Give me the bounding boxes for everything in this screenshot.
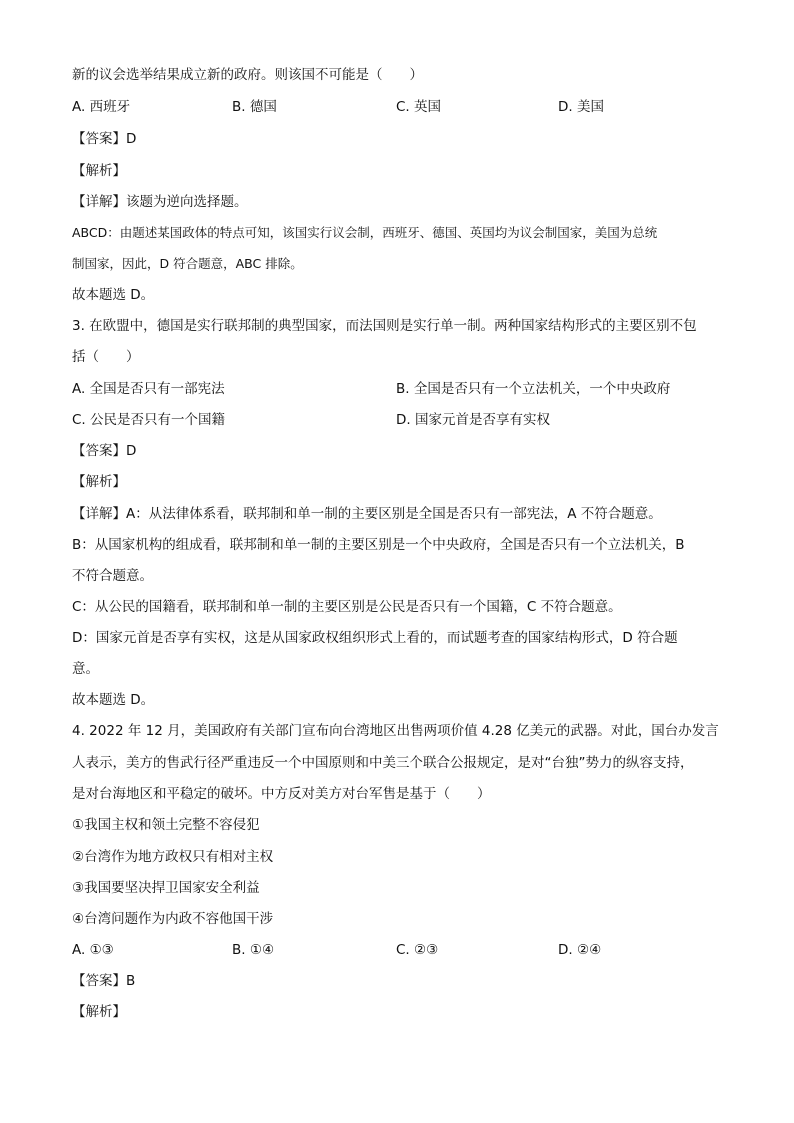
q4-item-2: ②台湾作为地方政权只有相对主权 — [72, 849, 274, 865]
q4-stem-1: 4. 2022 年 12 月，美国政府有关部门宣布向台湾地区出售两项价值 4.28 亿美元的武器。对此，国台办发言 — [72, 723, 719, 739]
q4-option-c[interactable]: C. ②③ — [396, 942, 439, 958]
q3-option-a[interactable]: A. 全国是否只有一部宪法 — [72, 381, 225, 397]
q3-answer: 【答案】D — [72, 443, 137, 459]
q3-detail-1: 【详解】A：从法律体系看，联邦制和单一制的主要区别是全国是否只有一部宪法，A 不符合题意。 — [72, 506, 662, 522]
q2-options — [72, 98, 732, 116]
q4-option-b[interactable]: B. ①④ — [232, 942, 275, 958]
q3-options-row-1 — [72, 380, 732, 398]
q4-stem-3: 是对台海地区和平稳定的破坏。中方反对美方对台军售是基于（ ） — [72, 786, 491, 802]
q3-stem-1: 3. 在欧盟中，德国是实行联邦制的典型国家，而法国则是实行单一制。两种国家结构形式的主要区别不包 — [72, 318, 697, 334]
q2-detail-1: 【详解】该题为逆向选择题。 — [72, 194, 248, 210]
q4-option-a[interactable]: A. ①③ — [72, 942, 114, 958]
q3-options-row-2 — [72, 411, 732, 429]
q4-answer: 【答案】B — [72, 973, 136, 989]
q2-option-a[interactable]: A. 西班牙 — [72, 99, 131, 115]
q3-stem-2: 括（ ） — [72, 349, 140, 365]
q2-stem-tail: 新的议会选举结果成立新的政府。则该国不可能是（ ） — [72, 67, 423, 83]
q4-stem-2: 人表示，美方的售武行径严重违反一个中国原则和中美三个联合公报规定，是对“台独”势力的纵容支持， — [72, 755, 694, 771]
q3-option-d[interactable]: D. 国家元首是否享有实权 — [396, 412, 550, 428]
q3-detail-4: C：从公民的国籍看，联邦制和单一制的主要区别是公民是否只有一个国籍，C 不符合题意。 — [72, 599, 622, 615]
q3-conclusion: 故本题选 D。 — [72, 692, 155, 708]
q2-answer: 【答案】D — [72, 131, 137, 147]
q4-analysis-label: 【解析】 — [72, 1004, 126, 1020]
q3-option-b[interactable]: B. 全国是否只有一个立法机关，一个中央政府 — [396, 381, 671, 397]
q2-detail-2: ABCD：由题述某国政体的特点可知，该国实行议会制，西班牙、德国、英国均为议会制国家，美国为总统 — [72, 225, 658, 240]
q4-item-3: ③我国要坚决捍卫国家安全利益 — [72, 880, 260, 896]
q3-detail-5: D：国家元首是否享有实权，这是从国家政权组织形式上看的，而试题考查的国家结构形式，D 符合题 — [72, 630, 678, 646]
q4-option-d[interactable]: D. ②④ — [558, 942, 602, 958]
q3-detail-3: 不符合题意。 — [72, 568, 153, 584]
q2-option-b[interactable]: B. 德国 — [232, 99, 277, 115]
q2-option-c[interactable]: C. 英国 — [396, 99, 442, 115]
q4-item-1: ①我国主权和领土完整不容侵犯 — [72, 817, 260, 833]
q3-analysis-label: 【解析】 — [72, 474, 126, 490]
q2-conclusion: 故本题选 D。 — [72, 287, 155, 303]
q3-detail-2: B：从国家机构的组成看，联邦制和单一制的主要区别是一个中央政府，全国是否只有一个立法机关，B — [72, 537, 685, 553]
q3-option-c[interactable]: C. 公民是否只有一个国籍 — [72, 412, 226, 428]
q2-detail-3: 制国家，因此，D 符合题意，ABC 排除。 — [72, 256, 303, 271]
q3-detail-6: 意。 — [72, 661, 99, 677]
q4-options — [72, 941, 732, 959]
q2-analysis-label: 【解析】 — [72, 163, 126, 179]
q2-option-d[interactable]: D. 美国 — [558, 99, 604, 115]
q4-item-4: ④台湾问题作为内政不容他国干涉 — [72, 911, 274, 927]
